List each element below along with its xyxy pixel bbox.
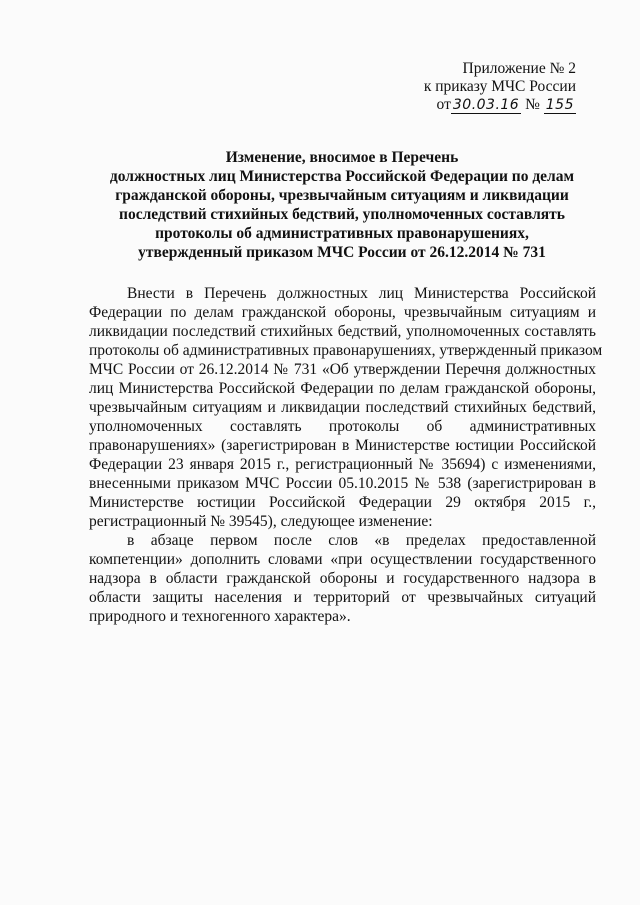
text-line: области защиты населения и территорий от чрезвычайных ситуаций	[89, 589, 596, 606]
text-line: чрезвычайным ситуациям и ликвидации последствий стихийных бедствий,	[89, 399, 596, 416]
title-line: гражданской обороны, чрезвычайным ситуациям и ликвидации	[115, 187, 569, 204]
paragraph-amendment	[89, 531, 596, 626]
text-line: лиц Министерства Российской Федерации по делам гражданской обороны,	[89, 380, 596, 397]
annex-order-reference: к приказу МЧС России	[423, 78, 576, 95]
handwritten-date: 30.03.16	[452, 97, 520, 113]
text-line: уполномоченных составлять протоколы об административных	[89, 418, 596, 435]
document-body	[89, 284, 603, 626]
text-line: внесенными приказом МЧС России 05.10.2015 № 538 (зарегистрирован в	[89, 475, 596, 492]
text-line: в абзаце первом после слов «в пределах предоставленной	[127, 532, 596, 549]
text-line: ликвидации последствий стихийных бедствий, уполномоченных составлять	[89, 323, 596, 340]
annex-title: Приложение № 2	[462, 60, 576, 77]
title-line: утвержденный приказом МЧС России от 26.12.2014 № 731	[138, 244, 546, 261]
number-prefix: №	[525, 96, 540, 113]
text-line: правонарушениях» (зарегистрирован в Министерстве юстиции Российской	[89, 437, 596, 454]
text-line: регистрационный № 39545), следующее изменение:	[89, 513, 433, 530]
title-line: последствий стихийных бедствий, уполномоченных составлять	[119, 206, 565, 223]
annex-date-number-line	[400, 96, 576, 114]
text-line: Федерации 23 января 2015 г., регистрационный № 35694) с изменениями,	[89, 456, 596, 473]
text-line: природного и техногенного характера».	[89, 608, 351, 625]
text-line: компетенции» дополнить словами «при осуществлении государственного	[89, 551, 596, 568]
title-line: Изменение, вносимое в Перечень	[225, 149, 459, 166]
paragraph-main	[89, 284, 603, 531]
text-line: Министерстве юстиции Российской Федерации 29 октября 2015 г.,	[89, 494, 596, 511]
document-title	[88, 148, 596, 262]
text-line: надзора в области гражданской обороны и государственного надзора в	[89, 570, 596, 587]
title-line: протоколы об административных правонарушениях,	[155, 225, 529, 242]
date-prefix: от	[436, 96, 451, 113]
text-line: Федерации по делам гражданской обороны, чрезвычайным ситуациям и	[89, 304, 596, 321]
text-line: МЧС России от 26.12.2014 № 731 «Об утверждении Перечня должностных	[89, 361, 596, 378]
annex-header	[400, 60, 576, 114]
text-line: Внести в Перечень должностных лиц Министерства Российской	[127, 285, 596, 302]
text-line: протоколы об административных правонарушениях, утвержденный приказом	[89, 342, 603, 359]
title-line: должностных лиц Министерства Российской Федерации по делам	[109, 168, 575, 185]
handwritten-number: 155	[545, 97, 574, 113]
